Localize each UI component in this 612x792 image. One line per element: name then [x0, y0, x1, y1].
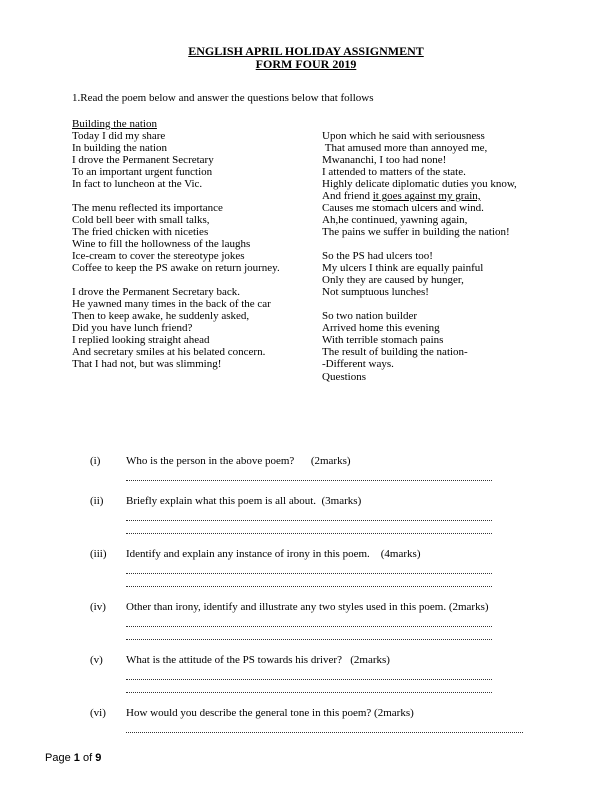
question-item — [90, 548, 612, 587]
assignment-title: ENGLISH APRIL HOLIDAY ASSIGNMENT — [188, 44, 424, 58]
poem-line: Coffee to keep the PS awake on return journey. — [72, 262, 280, 274]
poem-line: Mwananchi, I too had none! — [322, 154, 447, 166]
poem-line: Ice-cream to cover the stereotype jokes — [72, 250, 245, 262]
poem-line: And secretary smiles at his belated concern. — [72, 346, 266, 358]
poem-line-text: And friend — [322, 190, 373, 202]
poem-line: The result of building the nation- — [322, 346, 468, 358]
question-text: What is the attitude of the PS towards his driver? (2marks) — [126, 654, 390, 666]
question-text: Other than irony, identify and illustrate any two styles used in this poem. (2marks) — [126, 601, 489, 613]
answer-line — [126, 521, 492, 534]
poem-line: Cold bell beer with small talks, — [72, 214, 210, 226]
page-number: 1 — [73, 752, 80, 764]
question-numeral: (ii) — [90, 495, 104, 507]
question-item — [90, 601, 612, 640]
underlined-phrase: it goes against my grain, — [372, 190, 481, 202]
form-title: FORM FOUR 2019 — [255, 57, 357, 71]
answer-line — [126, 720, 523, 733]
question-text: Identify and explain any instance of irony in this poem. (4marks) — [126, 548, 421, 560]
poem-line: That I had not, but was slimming! — [72, 358, 222, 370]
poem-line: He yawned many times in the back of the car — [72, 298, 271, 310]
poem-stanza — [322, 250, 572, 298]
poem-line: Upon which he said with seriousness — [322, 130, 485, 142]
question-numeral: (i) — [90, 455, 101, 467]
question-line — [90, 654, 612, 667]
page-footer — [45, 752, 101, 764]
poem-line: I attended to matters of the state. — [322, 166, 466, 178]
question-line — [90, 601, 612, 614]
question-item — [90, 455, 612, 481]
question-numeral: (vi) — [90, 707, 106, 719]
answer-line — [126, 627, 492, 640]
poem-line: Only they are caused by hunger, — [322, 274, 464, 286]
instruction-text: 1.Read the poem below and answer the questions below that follows — [72, 92, 374, 104]
poem-line: My ulcers I think are equally painful — [322, 262, 484, 274]
poem-stanza — [72, 286, 322, 370]
poem-line: That amused more than annoyed me, — [322, 142, 488, 154]
poem-line: I replied looking straight ahead — [72, 334, 210, 346]
poem-line: So two nation builder — [322, 310, 418, 322]
question-text: Who is the person in the above poem? (2marks) — [126, 455, 351, 467]
poem-line: I drove the Permanent Secretary — [72, 154, 214, 166]
question-item — [90, 707, 612, 733]
poem-line: In building the nation — [72, 142, 168, 154]
poem-line: The pains we suffer in building the nation! — [322, 226, 510, 238]
question-line — [90, 548, 612, 561]
poem-line: The menu reflected its importance — [72, 202, 223, 214]
answer-line — [126, 574, 492, 587]
answer-line — [126, 680, 492, 693]
answer-line — [126, 667, 492, 680]
answer-line — [126, 508, 492, 521]
poem-line: Not sumptuous lunches! — [322, 286, 429, 298]
poem-line — [322, 190, 572, 202]
poem-line: With terrible stomach pains — [322, 334, 444, 346]
poem-stanza — [72, 202, 322, 274]
poem-line: Ah,he continued, yawning again, — [322, 214, 468, 226]
poem-stanza — [322, 310, 572, 370]
document-header — [0, 0, 612, 71]
poem-right-column — [322, 118, 572, 383]
poem-line: Today I did my share — [72, 130, 166, 142]
question-item — [90, 654, 612, 693]
poem — [72, 118, 612, 383]
poem-line: Causes me stomach ulcers and wind. — [322, 202, 484, 214]
questions-section — [90, 455, 612, 733]
poem-left-column — [72, 118, 322, 383]
poem-title: Building the nation — [72, 118, 157, 130]
question-line — [90, 495, 612, 508]
poem-line: Wine to fill the hollowness of the laughs — [72, 238, 251, 250]
footer-label: Page — [45, 752, 71, 764]
poem-stanza — [72, 130, 322, 190]
poem-line: Then to keep awake, he suddenly asked, — [72, 310, 250, 322]
poem-line: So the PS had ulcers too! — [322, 250, 433, 262]
poem-line: In fact to luncheon at the Vic. — [72, 178, 203, 190]
poem-line: The fried chicken with niceties — [72, 226, 209, 238]
question-numeral: (iii) — [90, 548, 107, 560]
poem-line: I drove the Permanent Secretary back. — [72, 286, 240, 298]
poem-line: Did you have lunch friend? — [72, 322, 193, 334]
poem-line: -Different ways. — [322, 358, 394, 370]
questions-label: Questions — [322, 371, 366, 383]
question-text: Briefly explain what this poem is all about. (3marks) — [126, 495, 362, 507]
question-numeral: (v) — [90, 654, 103, 666]
poem-line: Arrived home this evening — [322, 322, 440, 334]
answer-line — [126, 614, 492, 627]
poem-line: To an important urgent function — [72, 166, 213, 178]
question-item — [90, 495, 612, 534]
answer-line — [126, 468, 492, 481]
poem-line: Highly delicate diplomatic duties you know, — [322, 178, 517, 190]
question-text: How would you describe the general tone in this poem? (2marks) — [126, 707, 414, 719]
page-total: 9 — [95, 752, 102, 764]
question-numeral: (iv) — [90, 601, 106, 613]
answer-line — [126, 561, 492, 574]
question-line — [90, 455, 612, 468]
footer-of-label: of — [82, 752, 93, 764]
question-line — [90, 707, 612, 720]
poem-stanza — [322, 130, 572, 238]
